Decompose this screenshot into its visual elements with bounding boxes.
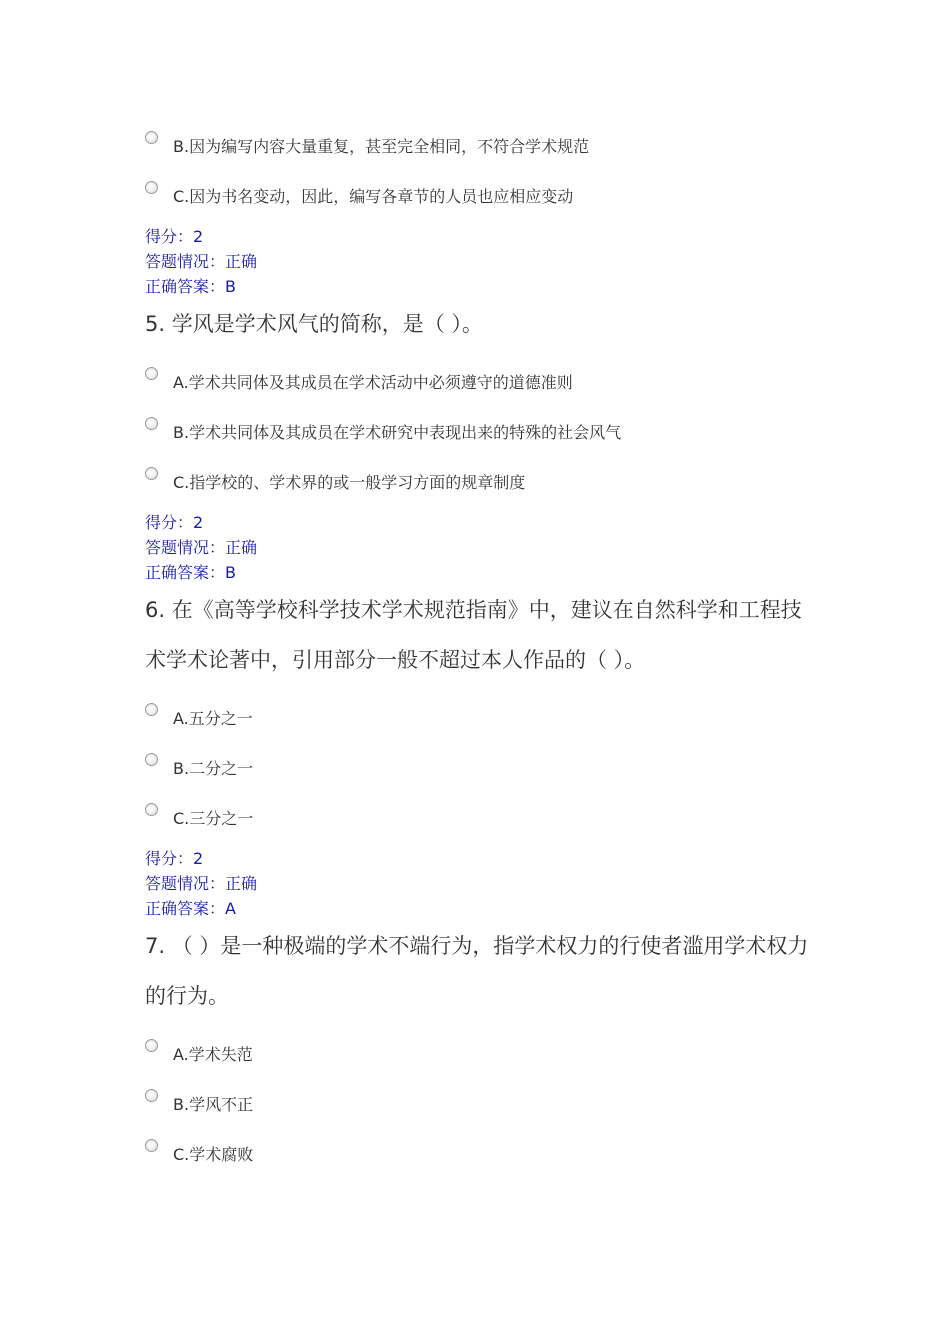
- option-label: C.指学校的、学术界的或一般学习方面的规章制度: [173, 473, 526, 492]
- radio-button[interactable]: [145, 181, 158, 194]
- q5-option-c[interactable]: [145, 467, 525, 493]
- radio-button[interactable]: [145, 703, 158, 716]
- radio-button[interactable]: [145, 753, 158, 766]
- option-label: A.学术共同体及其成员在学术活动中必须遵守的道德准则: [173, 373, 573, 392]
- q6-option-c[interactable]: [145, 803, 253, 829]
- radio-button[interactable]: [145, 417, 158, 430]
- option-label: B.学风不正: [173, 1095, 254, 1114]
- q5-title: 5. 学风是学术风气的简称，是（ ）。: [145, 312, 483, 336]
- option-label: B.学术共同体及其成员在学术研究中表现出来的特殊的社会风气: [173, 423, 622, 442]
- q5-score: 得分：2: [145, 513, 204, 532]
- option-label: A.学术失范: [173, 1045, 253, 1064]
- q4-status: 答题情况：正确: [145, 252, 258, 271]
- q6-score: 得分：2: [145, 849, 204, 868]
- option-label: C.学术腐败: [173, 1145, 254, 1164]
- radio-button[interactable]: [145, 367, 158, 380]
- option-label: B.因为编写内容大量重复，甚至完全相同，不符合学术规范: [173, 137, 590, 156]
- q5-answer: 正确答案：B: [145, 563, 236, 582]
- q4-option-b[interactable]: [145, 131, 589, 157]
- radio-button[interactable]: [145, 803, 158, 816]
- q7-title: 7. （ ）是一种极端的学术不端行为，指学术权力的行使者滥用学术权力的行为。: [145, 934, 809, 1008]
- q7-option-b[interactable]: [145, 1089, 253, 1115]
- q4-score: 得分：2: [145, 227, 204, 246]
- q5-option-a[interactable]: [145, 367, 573, 393]
- q5-option-b[interactable]: [145, 417, 621, 443]
- q6-answer: 正确答案：A: [145, 899, 236, 918]
- q4-option-c[interactable]: [145, 181, 573, 207]
- option-label: C.三分之一: [173, 809, 254, 828]
- radio-button[interactable]: [145, 467, 158, 480]
- radio-button[interactable]: [145, 131, 158, 144]
- q4-answer: 正确答案：B: [145, 277, 236, 296]
- radio-button[interactable]: [145, 1039, 158, 1052]
- q7-option-a[interactable]: [145, 1039, 253, 1065]
- q6-status: 答题情况：正确: [145, 874, 258, 893]
- option-label: A.五分之一: [173, 709, 253, 728]
- option-label: C.因为书名变动，因此，编写各章节的人员也应相应变动: [173, 187, 574, 206]
- radio-button[interactable]: [145, 1139, 158, 1152]
- q5-status: 答题情况：正确: [145, 538, 258, 557]
- q6-option-a[interactable]: [145, 703, 253, 729]
- q6-title: 6. 在《高等学校科学技术学术规范指南》中，建议在自然科学和工程技术学术论著中，引用部分一般不超过本人作品的（ ）。: [145, 598, 802, 672]
- q7-option-c[interactable]: [145, 1139, 253, 1165]
- q6-option-b[interactable]: [145, 753, 253, 779]
- radio-button[interactable]: [145, 1089, 158, 1102]
- option-label: B.二分之一: [173, 759, 254, 778]
